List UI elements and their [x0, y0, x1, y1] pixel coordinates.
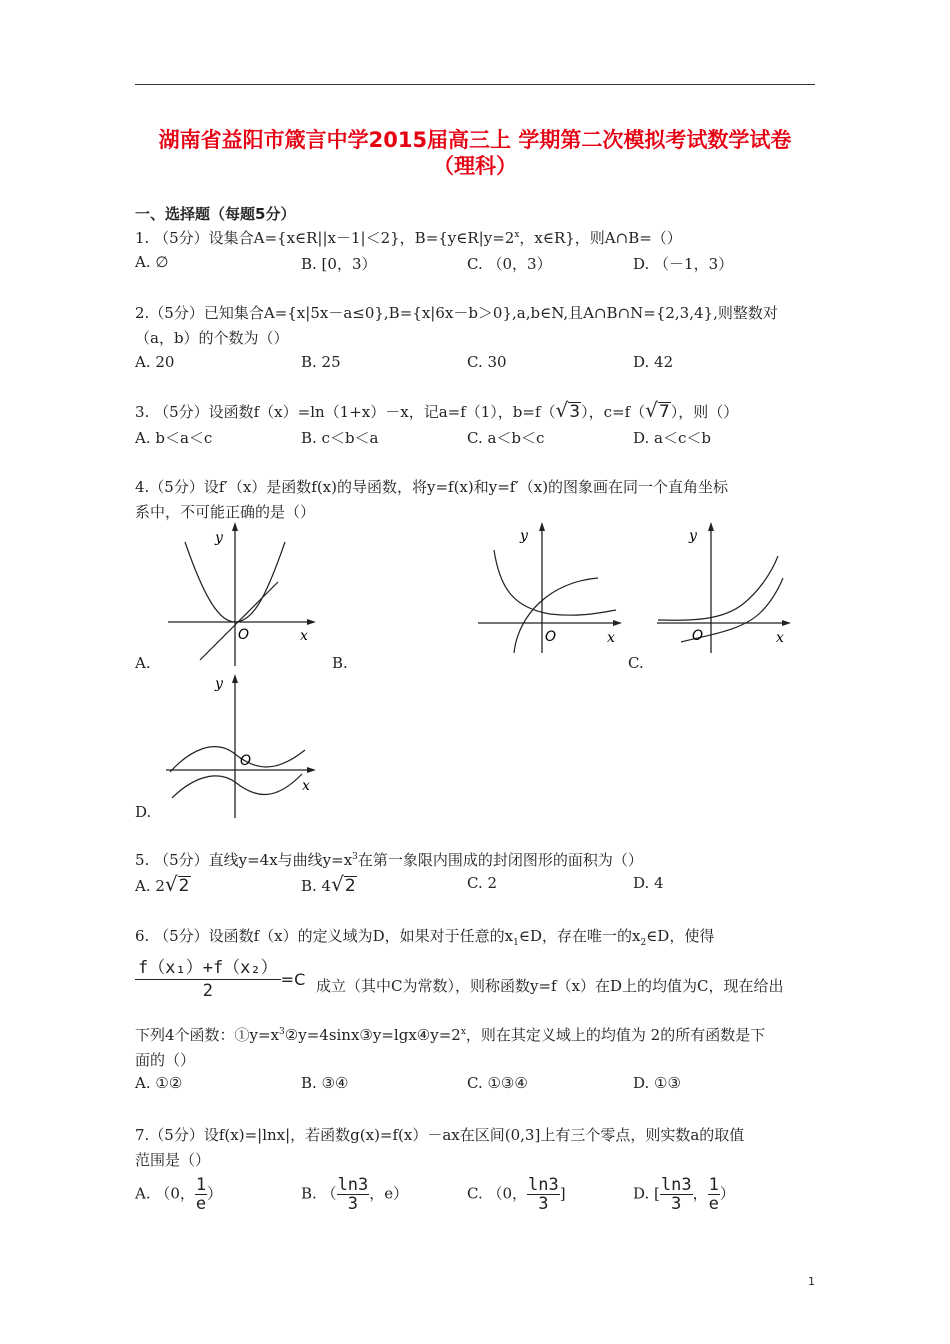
q2-option-d: D. 42	[633, 353, 674, 371]
question-3-stem: 3. （5分）设函数f（x）=ln（1+x）－x，记a=f（1），b=f（√3），c=f（√7），则（）	[135, 398, 739, 422]
radical-7: 7	[658, 402, 670, 422]
q3-option-d: D. a＜c＜b	[633, 429, 711, 447]
graph-a-line	[200, 582, 278, 660]
question-2-line1: 2.（5分）已知集合A={x|5x－a≤0},B={x|6x－b＞0},a,b∈N,且A∩B∩N={2,3,4},则整数对	[135, 304, 778, 322]
graph-d-curve-1	[170, 747, 305, 772]
radical-3: 3	[569, 402, 581, 422]
q7-option-b: B. （ $\frac{\ln 3}{3}$ ，e）	[301, 1175, 409, 1214]
q2-option-c: C. 30	[467, 353, 507, 371]
graph-d-x-label: x	[302, 778, 310, 794]
header-rule	[135, 84, 815, 85]
question-6-line1: 6. （5分）设函数f（x）的定义域为D，如果对于任意的$x_1\in D$，存在唯一的$x_2\in D$，使得	[135, 927, 715, 948]
q1-option-a: A. ∅	[135, 253, 169, 271]
q3-option-a: A. b＜a＜c	[135, 429, 213, 447]
graph-a-y-label: y	[215, 530, 223, 546]
q6-option-d: D. ①③	[633, 1074, 681, 1092]
q6-frac-denominator: 2	[202, 981, 213, 1001]
question-4-line2: 系中，不可能正确的是（）	[135, 503, 316, 521]
q7-option-c: C. （0， $\frac{\ln 3}{3}$ ]	[467, 1175, 566, 1214]
q4-option-b: B.	[332, 654, 348, 672]
question-1-stem: 1. （5分）设集合A={x∈R||x－1|＜2}，$B=\{y\in R|y=2^x$，x∈R}，则A∩B=（）	[135, 229, 682, 247]
graph-d-y-label: y	[215, 676, 223, 692]
question-4-line1: 4.（5分）设f′（x）是函数f(x)的导函数，将y=f(x)和y=f′（x)的图象画在同一个直角坐标	[135, 478, 729, 496]
q6-fraction: $\frac{\text{f（x₁）+f（x₂）}}{2}$ =C	[135, 957, 305, 1002]
q5-option-d: D. 4	[633, 874, 664, 892]
graph-d-origin: O	[240, 753, 252, 769]
q1-option-d: D. （－1，3）	[633, 255, 734, 273]
q3-option-b: B. c＜b＜a	[301, 429, 379, 447]
graph-a-origin: O	[238, 627, 250, 643]
graph-c-y-label: y	[689, 528, 697, 544]
page-title: 湖南省益阳市箴言中学2015届高三上 学期第二次模拟考试数学试卷	[158, 128, 792, 152]
q6-option-b: B. ③④	[301, 1074, 349, 1092]
graph-b-curve-1	[494, 550, 616, 615]
graph-c-curve-1	[658, 556, 778, 620]
q4-option-c: C.	[628, 654, 644, 672]
q1-option-c: C. （0，3）	[467, 255, 552, 273]
question-6-line3: 下列4个函数：$①y=x^3②y=4\sin x③y=\lg x④y=2^x$，则在其定义域上的均值为 2的所有函数是下	[135, 1026, 766, 1044]
page-subtitle: （理科）	[433, 154, 517, 178]
graph-d-curve-2	[172, 774, 302, 798]
question-2-line2: （a，b）的个数为（）	[135, 329, 289, 347]
q6-option-c: C. ①③④	[467, 1074, 528, 1092]
q4-option-d: D.	[135, 803, 152, 821]
graph-b-x-label: x	[607, 630, 615, 646]
graph-a-figure	[160, 520, 320, 668]
graph-c-figure	[653, 520, 793, 655]
graph-b-origin: O	[545, 629, 557, 645]
graph-b-y-label: y	[520, 528, 528, 544]
q3-option-c: C. a＜b＜c	[467, 429, 545, 447]
question-6-line4: 面的（）	[135, 1051, 196, 1069]
page-number: 1	[808, 1275, 815, 1288]
q1-option-b: B. [0，3）	[301, 255, 377, 273]
q5-option-c: C. 2	[467, 874, 498, 892]
q4-option-a: A.	[135, 654, 151, 672]
q6-option-a: A. ①②	[135, 1074, 183, 1092]
q6-frac-numerator: f（x₁）+f（x₂）	[135, 957, 281, 980]
question-5-stem: 5. （5分）直线y=4x与曲线$y=x^3$在第一象限内围成的封闭图形的面积为（）	[135, 851, 643, 869]
q2-option-a: A. 20	[135, 353, 175, 371]
graph-c-origin: O	[692, 628, 704, 644]
graph-d-figure	[160, 670, 320, 820]
q5-option-a: A. 2√2	[135, 872, 190, 896]
graph-c-x-label: x	[776, 630, 784, 646]
graph-a-x-label: x	[300, 628, 308, 644]
graph-b-figure	[470, 520, 625, 655]
q5-option-b: B. 4√2	[301, 872, 356, 896]
q2-option-b: B. 25	[301, 353, 341, 371]
section-heading: 一、选择题（每题5分）	[135, 205, 296, 223]
question-6-line2: 成立（其中C为常数），则称函数y=f（x）在D上的均值为C，现在给出	[316, 977, 784, 995]
q7-option-d: D. [ $\frac{\ln 3}{3}$ ， $\frac{1}{e}$ ）	[633, 1175, 735, 1214]
q7-option-a: A. （0， $\frac{1}{e}$ ）	[135, 1175, 223, 1214]
question-7-line2: 范围是（）	[135, 1151, 211, 1169]
question-7-line1: 7.（5分）设f(x)=|lnx|，若函数g(x)=f(x）－ax在区间(0,3]上有三个零点，则实数a的取值	[135, 1126, 745, 1144]
